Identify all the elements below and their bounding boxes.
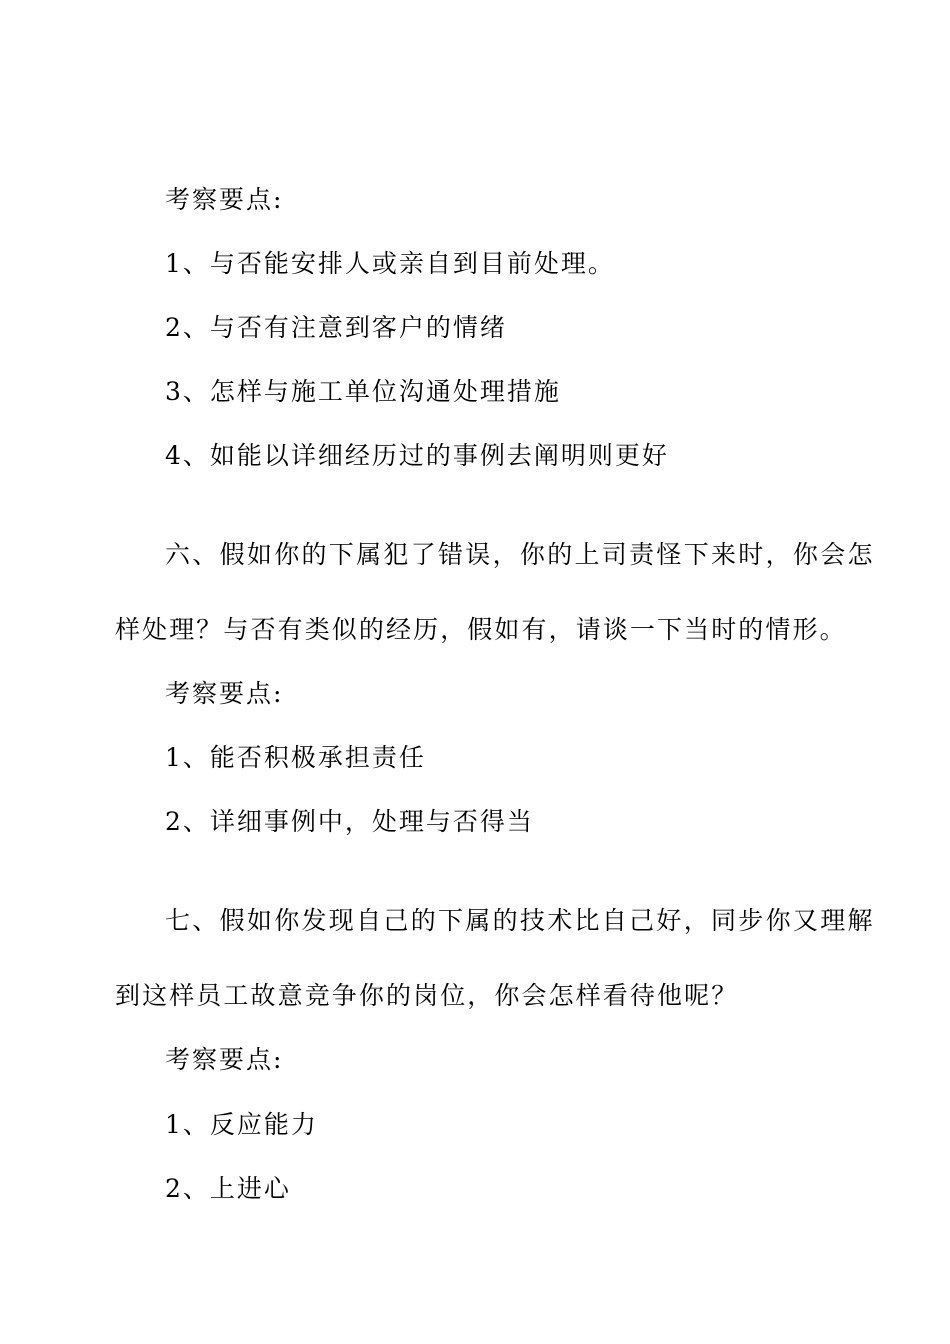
- question-text: 六、假如你的下属犯了错误，你的上司责怪下来时，你会怎: [165, 540, 875, 569]
- section-heading: 考察要点:: [165, 185, 284, 214]
- point-item: 1、反应能力: [165, 1110, 318, 1139]
- point-item: 4、如能以详细经历过的事例去阐明则更好: [165, 441, 669, 470]
- question-text: 样处理？与否有类似的经历，假如有，请谈一下当时的情形。: [115, 615, 847, 644]
- point-item: 2、上进心: [165, 1174, 291, 1203]
- point-item: 2、与否有注意到客户的情绪: [165, 313, 507, 342]
- section-heading: 考察要点:: [165, 1045, 284, 1074]
- point-item: 2、详细事例中，处理与否得当: [165, 807, 534, 836]
- section-heading: 考察要点:: [165, 679, 284, 708]
- point-item: 3、怎样与施工单位沟通处理措施: [165, 377, 561, 406]
- question-text: 到这样员工故意竞争你的岗位，你会怎样看待他呢？: [115, 981, 739, 1010]
- point-item: 1、能否积极承担责任: [165, 743, 426, 772]
- question-text: 七、假如你发现自己的下属的技术比自己好，同步你又理解: [165, 906, 875, 935]
- point-item: 1、与否能安排人或亲自到目前处理。: [165, 249, 615, 278]
